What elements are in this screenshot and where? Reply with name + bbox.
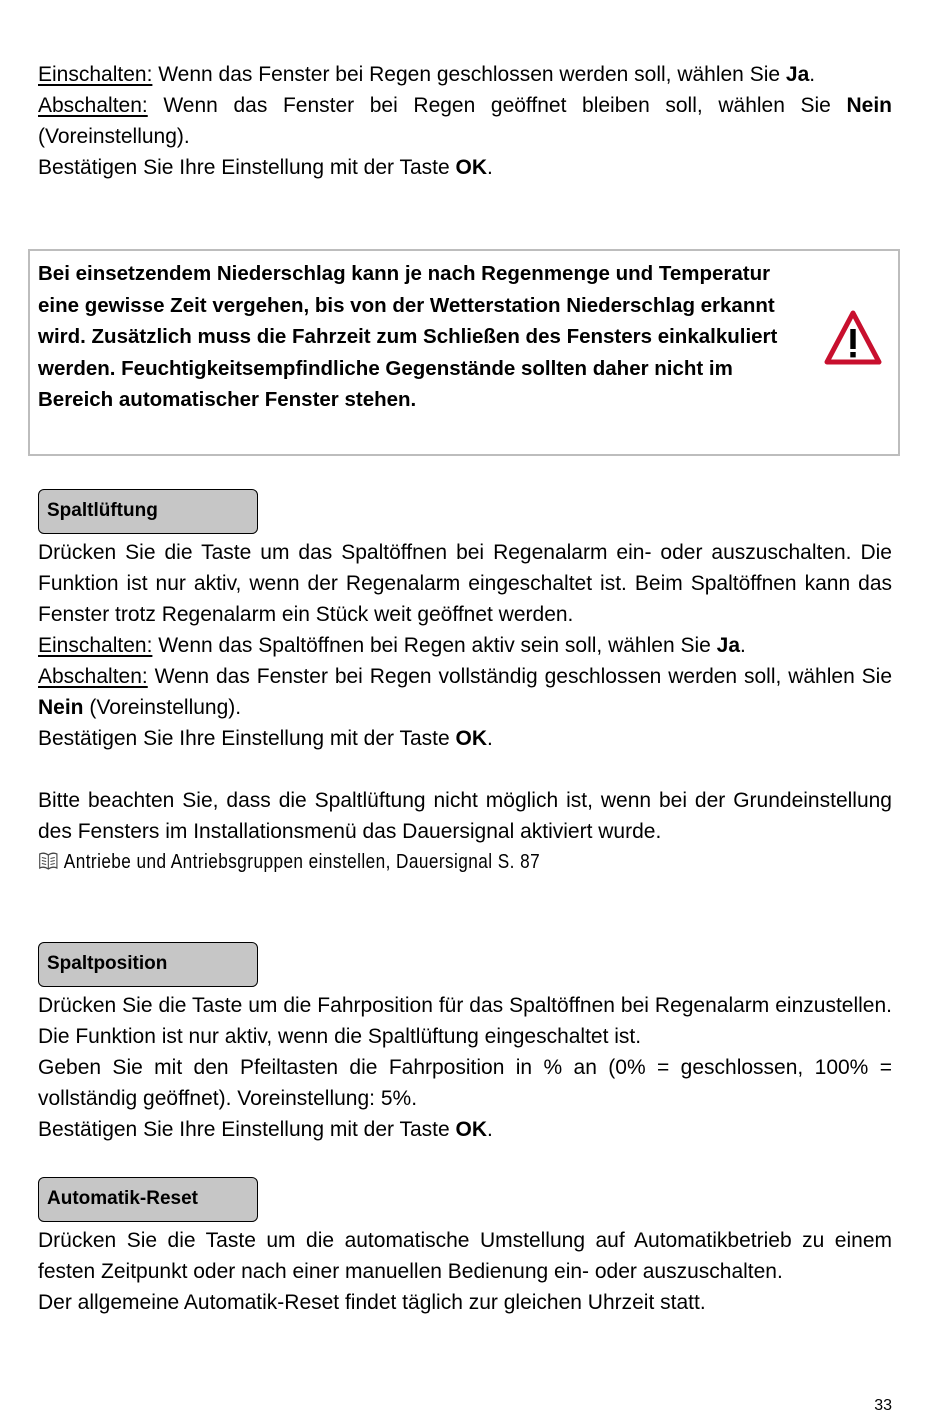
intro-confirm-line (38, 152, 892, 183)
intro-on-line (38, 59, 892, 90)
confirm-end: . (487, 727, 493, 750)
book-icon (38, 850, 59, 881)
spaltposition-input-text: Geben Sie mit den Pfeiltasten die Fahrposition in % an (0% = geschlossen, 100% = vollständig geöffnet). Voreinstellung: 5%. (38, 1056, 892, 1110)
section-label-automatik-reset: Automatik-Reset (38, 1177, 258, 1222)
warning-triangle-icon (824, 309, 882, 367)
confirm-key: OK (455, 1118, 488, 1141)
spaltposition-block (38, 990, 892, 1145)
confirm-key: OK (455, 727, 488, 750)
warning-box (28, 249, 900, 456)
section-label-spaltposition: Spaltposition (38, 942, 258, 987)
spaltlueftung-off-line (38, 661, 892, 723)
off-value: Nein (846, 94, 892, 117)
confirm-text: Bestätigen Sie Ihre Einstellung mit der Taste (38, 1118, 456, 1141)
confirm-end: . (487, 156, 493, 179)
on-text: Wenn das Fenster bei Regen geschlossen werden soll, wählen Sie (152, 63, 786, 86)
intro-off-line (38, 90, 892, 152)
reference-text: Antriebe und Antriebsgruppen einstellen, Dauersignal S. 87 (63, 851, 541, 873)
on-end: . (809, 63, 816, 86)
spaltposition-confirm-line (38, 1114, 892, 1145)
confirm-key: OK (455, 156, 488, 179)
automatik-reset-note: Der allgemeine Automatik-Reset findet täglich zur gleichen Uhrzeit statt. (38, 1291, 706, 1314)
confirm-text: Bestätigen Sie Ihre Einstellung mit der Taste (38, 727, 456, 750)
warning-text: Bei einsetzendem Niederschlag kann je nach Regenmenge und Temperatur eine gewisse Zeit vergehen, bis von der Wetterstation Niederschlag erkannt wird. Zusätzlich muss die Fahrzeit zum Schließen des Fensters einkalkuliert werden. Feuchtigkeitsempfindliche Gegenstände sollten daher nicht im Bereich automatischer Fenster stehen. (38, 262, 778, 412)
page-number: 33 (874, 1397, 892, 1414)
automatik-reset-block (38, 1225, 892, 1318)
spaltposition-desc: Drücken Sie die Taste um die Fahrposition für das Spaltöffnen bei Regenalarm einzustellen. Die Funktion ist nur aktiv, wenn die Spaltlüftung eingeschaltet ist. (38, 994, 892, 1048)
cross-reference-link[interactable] (38, 847, 772, 881)
intro-block (38, 59, 892, 183)
on-label: Einschalten: (38, 63, 153, 86)
on-text: Wenn das Spaltöffnen bei Regen aktiv sein soll, wählen Sie (152, 634, 717, 657)
spaltlueftung-desc: Drücken Sie die Taste um das Spaltöffnen bei Regenalarm ein- oder auszuschalten. Die Funktion ist nur aktiv, wenn der Regenalarm eingeschaltet ist. Beim Spaltöffnen kann das Fenster trotz Regenalarm ein Stück weit geöffnet werden. (38, 541, 892, 626)
off-value: Nein (38, 696, 84, 719)
automatik-reset-desc: Drücken Sie die Taste um die automatische Umstellung auf Automatikbetrieb zu einem festen Zeitpunkt oder nach einer manuellen Bedienung ein- oder auszuschalten. (38, 1229, 892, 1283)
spaltlueftung-block (38, 537, 892, 881)
on-label: Einschalten: (38, 634, 153, 657)
on-value: Ja (785, 63, 810, 86)
off-label: Abschalten: (38, 94, 148, 117)
section-label-spaltlueftung: Spaltlüftung (38, 489, 258, 534)
off-label: Abschalten: (38, 665, 148, 688)
off-end: (Voreinstellung). (83, 696, 242, 719)
on-end: . (740, 634, 746, 657)
off-end: (Voreinstellung). (38, 125, 190, 148)
spaltlueftung-confirm-line (38, 723, 892, 754)
off-text: Wenn das Fenster bei Regen geöffnet bleiben soll, wählen Sie (147, 94, 847, 117)
confirm-end: . (487, 1118, 493, 1141)
confirm-text: Bestätigen Sie Ihre Einstellung mit der Taste (38, 156, 456, 179)
spaltlueftung-on-line (38, 630, 892, 661)
on-value: Ja (716, 634, 741, 657)
spaltlueftung-note: Bitte beachten Sie, dass die Spaltlüftung nicht möglich ist, wenn bei der Grundeinstellung des Fensters im Installationsmenü das Dauersignal aktiviert wurde. (38, 789, 892, 843)
off-text: Wenn das Fenster bei Regen vollständig geschlossen werden soll, wählen Sie (147, 665, 892, 688)
